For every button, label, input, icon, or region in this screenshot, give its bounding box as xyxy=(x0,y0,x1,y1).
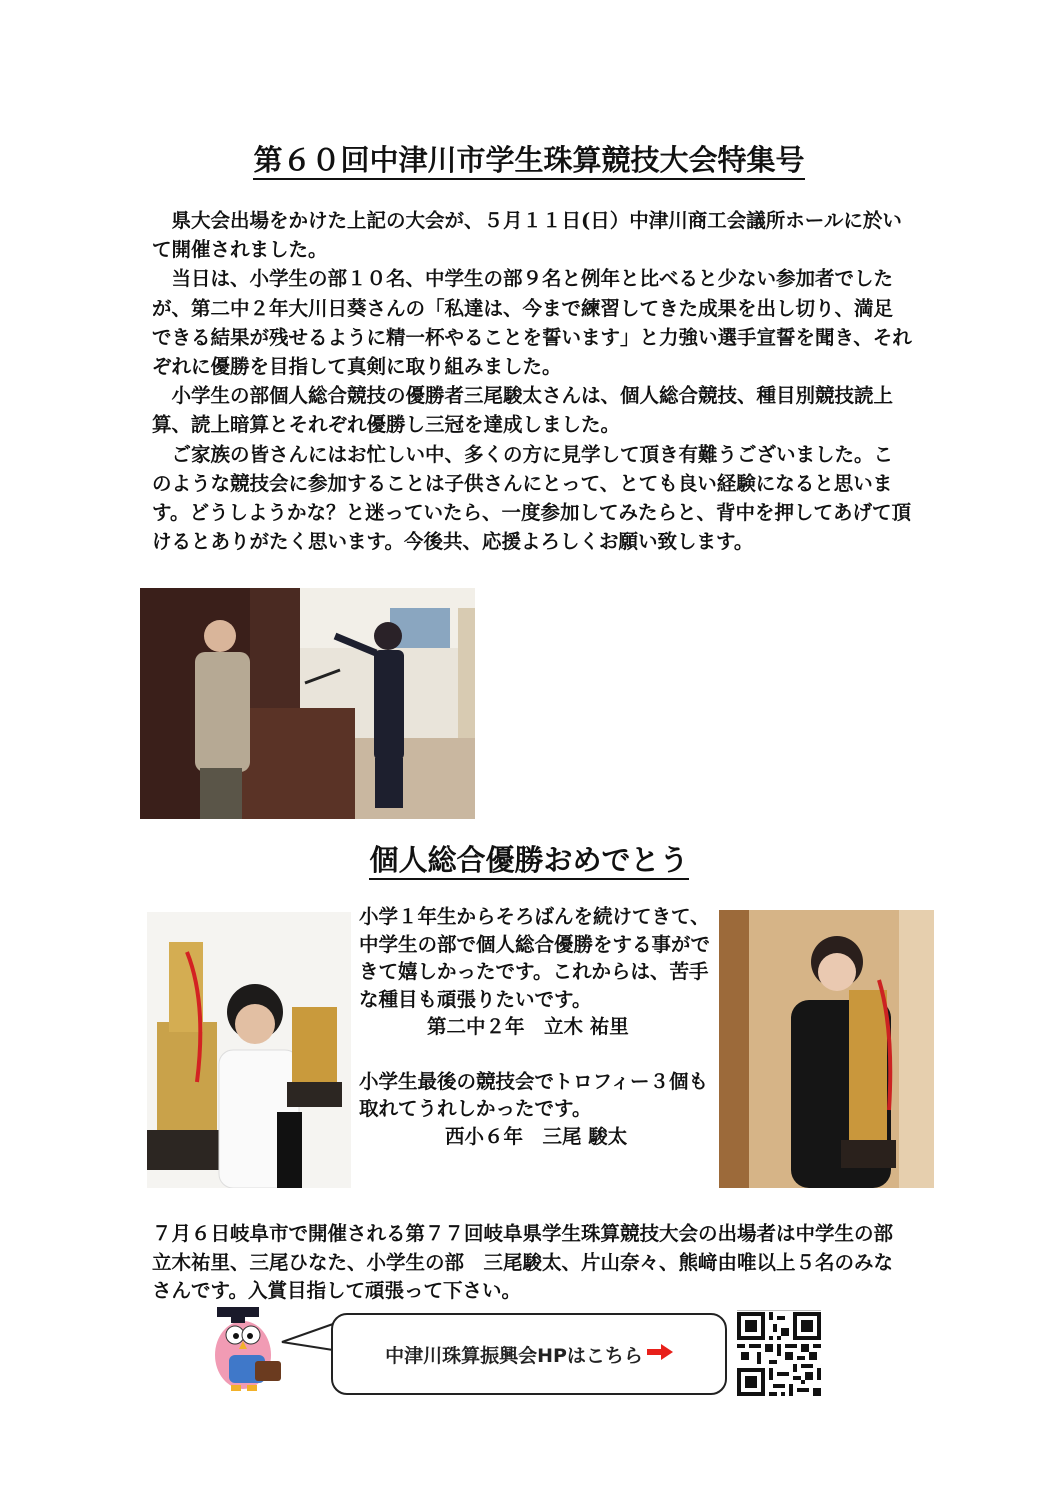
intro-paragraph: 小学生の部個人総合競技の優勝者三尾駿太さんは、個人総合競技、種目別競技読上算、読上暗算とそれぞれ優勝し三冠を達成しました。 xyxy=(152,384,894,437)
intro-paragraph: 県大会出場をかけた上記の大会が、５月１１日(日）中津川商工会議所ホールに於いて開催されました。 xyxy=(152,209,902,262)
right-arrow-icon xyxy=(647,1343,673,1365)
qr-divider xyxy=(737,1310,821,1311)
speech-bubble-tail xyxy=(280,1320,335,1360)
comment-text: 小学１年生からそろばんを続けてきて、中学生の部で個人総合優勝をする事ができて嬉しかったです。これからは、苦手な種目も頑張りたいです。 xyxy=(359,905,711,1011)
winner-comments xyxy=(359,903,713,1150)
qr-code-icon[interactable] xyxy=(737,1312,821,1396)
comment-signature: 第二中２年 立木 祐里 xyxy=(427,1015,629,1038)
page-title: 第６０回中津川市学生珠算競技大会特集号 xyxy=(0,138,1058,179)
notice-text xyxy=(152,1220,912,1306)
intro-paragraph: 当日は、小学生の部１０名、中学生の部９名と例年と比べると少ない参加者でしたが、第二中２年大川日葵さんの「私達は、今まで練習してきた成果を出し切り、満足できる結果が残せるように精一杯やることを誓います」と力強い選手宣誓を聞き、それぞれに優勝を目指して真剣に取り組みました。 xyxy=(152,267,912,379)
notice-paragraph: ７月６日岐阜市で開催される第７７回岐阜県学生珠算競技大会の出場者は中学生の部 立木祐里、三尾ひなた、小学生の部 三尾駿太、片山奈々、熊﨑由唯以上５名のみなさんです。入賞目指して頑張って下さい。 xyxy=(152,1222,913,1302)
homepage-link-button[interactable] xyxy=(331,1313,727,1395)
comment-signature: 西小６年 三尾 駿太 xyxy=(445,1124,628,1148)
intro-text xyxy=(152,206,912,556)
section-heading: 個人総合優勝おめでとう xyxy=(0,838,1058,879)
winner-girl-photo xyxy=(719,910,934,1188)
winner-boy-photo xyxy=(147,912,351,1188)
intro-paragraph: ご家族の皆さんにはお忙しい中、多くの方に見学して頂き有難うございました。このような競技会に参加することは子供さんにとって、とても良い経験になると思います。どうしようかな？と迷っていたら、一度参加してみたらと、背中を押してあげて頂けるとありがたく思います。今後共、応援よろしくお願い致します。 xyxy=(152,442,911,554)
comment-text: 小学生最後の競技会でトロフィー３個も取れてうれしかったです。 xyxy=(359,1069,709,1120)
ceremony-photo xyxy=(140,588,475,819)
homepage-link-label: 中津川珠算振興会HPはこちら xyxy=(385,1344,643,1367)
